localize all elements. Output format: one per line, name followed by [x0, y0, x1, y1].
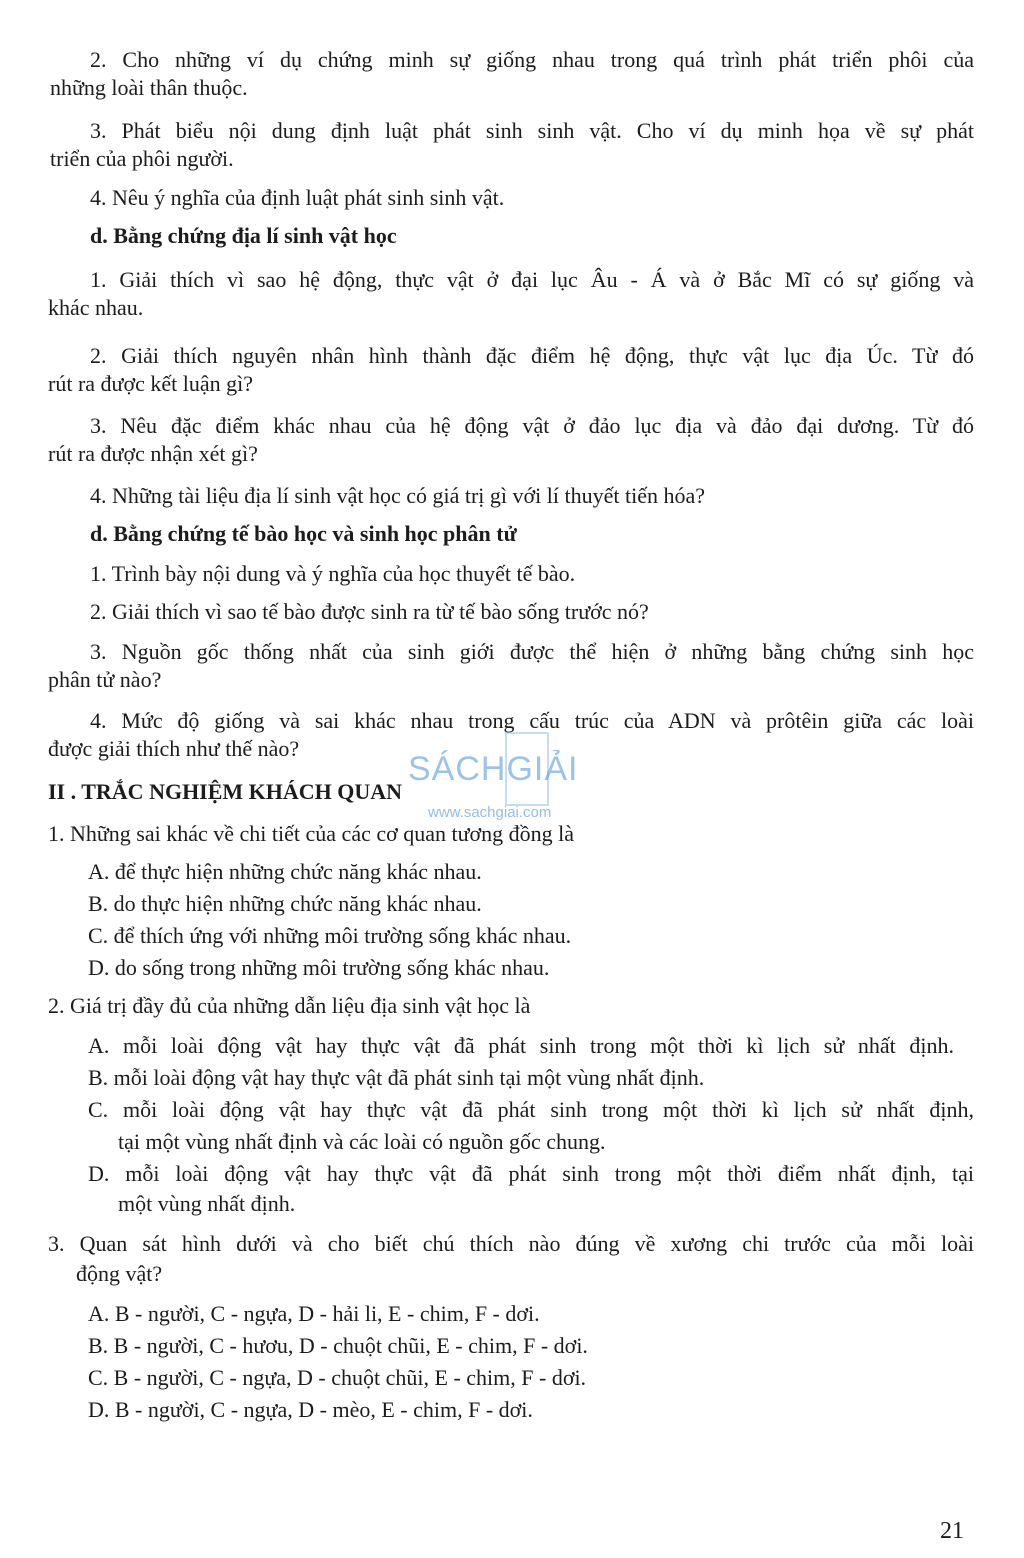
answer-option: D. mỗi loài động vật hay thực vật đã phát sinh trong một thời điểm nhất định, tại [88, 1161, 974, 1186]
answer-option: B. mỗi loài động vật hay thực vật đã phát sinh tại một vùng nhất định. [88, 1065, 705, 1090]
answer-option-continued: tại một vùng nhất định và các loài có nguồn gốc chung. [118, 1129, 606, 1154]
text-line: rút ra được kết luận gì? [48, 371, 253, 396]
text-line: 2. Giải thích nguyên nhân hình thành đặc điểm hệ động, thực vật lục địa Úc. Từ đó [90, 343, 974, 368]
answer-option: C. để thích ứng với những môi trường sống khác nhau. [88, 923, 572, 948]
text-line: khác nhau. [48, 295, 144, 320]
text-line: 3. Nêu đặc điểm khác nhau của hệ động vật ở đảo lục địa và đảo đại dương. Từ đó [90, 413, 974, 438]
answer-option: C. mỗi loài động vật hay thực vật đã phát sinh trong một thời kì lịch sử nhất định, [88, 1097, 974, 1122]
text-line: 4. Những tài liệu địa lí sinh vật học có giá trị gì với lí thuyết tiến hóa? [90, 483, 705, 508]
section-heading: II . TRẮC NGHIỆM KHÁCH QUAN [48, 779, 403, 804]
answer-option: D. do sống trong những môi trường sống khác nhau. [88, 955, 550, 980]
text-line: rút ra được nhận xét gì? [48, 441, 258, 466]
text-line: 1. Giải thích vì sao hệ động, thực vật ở đại lục Âu - Á và ở Bắc Mĩ có sự giống và [90, 267, 974, 292]
question: 3. Quan sát hình dưới và cho biết chú thích nào đúng về xương chi trước của mỗi loài [48, 1231, 974, 1256]
text-line: 2. Giải thích vì sao tế bào được sinh ra từ tế bào sống trước nó? [90, 599, 649, 624]
answer-option: A. để thực hiện những chức năng khác nhau. [88, 859, 482, 884]
watermark-url: www.sachgiai.com [428, 804, 552, 821]
watermark [408, 728, 628, 824]
question: 2. Giá trị đầy đủ của những dẫn liệu địa sinh vật học là [48, 993, 531, 1018]
text-line: 3. Nguồn gốc thống nhất của sinh giới được thể hiện ở những bằng chứng sinh học [90, 639, 974, 664]
text-line: 1. Trình bày nội dung và ý nghĩa của học thuyết tế bào. [90, 561, 576, 586]
text-line: 4. Nêu ý nghĩa của định luật phát sinh sinh vật. [90, 185, 505, 210]
answer-option: B. B - người, C - hươu, D - chuột chũi, E - chim, F - dơi. [88, 1333, 588, 1358]
text-line: phân tử nào? [48, 667, 162, 692]
section-heading: d. Bằng chứng địa lí sinh vật học [90, 223, 397, 248]
answer-option: C. B - người, C - ngựa, D - chuột chũi, E - chim, F - dơi. [88, 1365, 587, 1390]
page-number: 21 [940, 1518, 964, 1544]
text-line: 4. Mức độ giống và sai khác nhau trong cấu trúc của ADN và prôtêin giữa các loài [90, 708, 974, 733]
text-line: triển của phôi người. [50, 146, 234, 171]
answer-option: B. do thực hiện những chức năng khác nhau. [88, 891, 482, 916]
question: 1. Những sai khác về chi tiết của các cơ quan tương đồng là [48, 821, 575, 846]
text-line: 3. Phát biểu nội dung định luật phát sinh sinh vật. Cho ví dụ minh họa về sự phát [90, 118, 974, 143]
watermark-brand: SÁCHGIẢI [408, 750, 579, 788]
answer-option-continued: một vùng nhất định. [118, 1191, 296, 1216]
text-line: 2. Cho những ví dụ chứng minh sự giống nhau trong quá trình phát triển phôi của [90, 47, 974, 72]
answer-option: A. mỗi loài động vật hay thực vật đã phát sinh trong một thời kì lịch sử nhất định. [88, 1033, 954, 1058]
section-heading: d. Bằng chứng tế bào học và sinh học phân tử [90, 521, 517, 546]
answer-option: A. B - người, C - ngựa, D - hải li, E - chim, F - dơi. [88, 1301, 540, 1326]
text-line: được giải thích như thế nào? [48, 736, 300, 761]
text-line: những loài thân thuộc. [50, 75, 248, 100]
question-continued: động vật? [76, 1261, 163, 1286]
answer-option: D. B - người, C - ngựa, D - mèo, E - chim, F - dơi. [88, 1397, 533, 1422]
